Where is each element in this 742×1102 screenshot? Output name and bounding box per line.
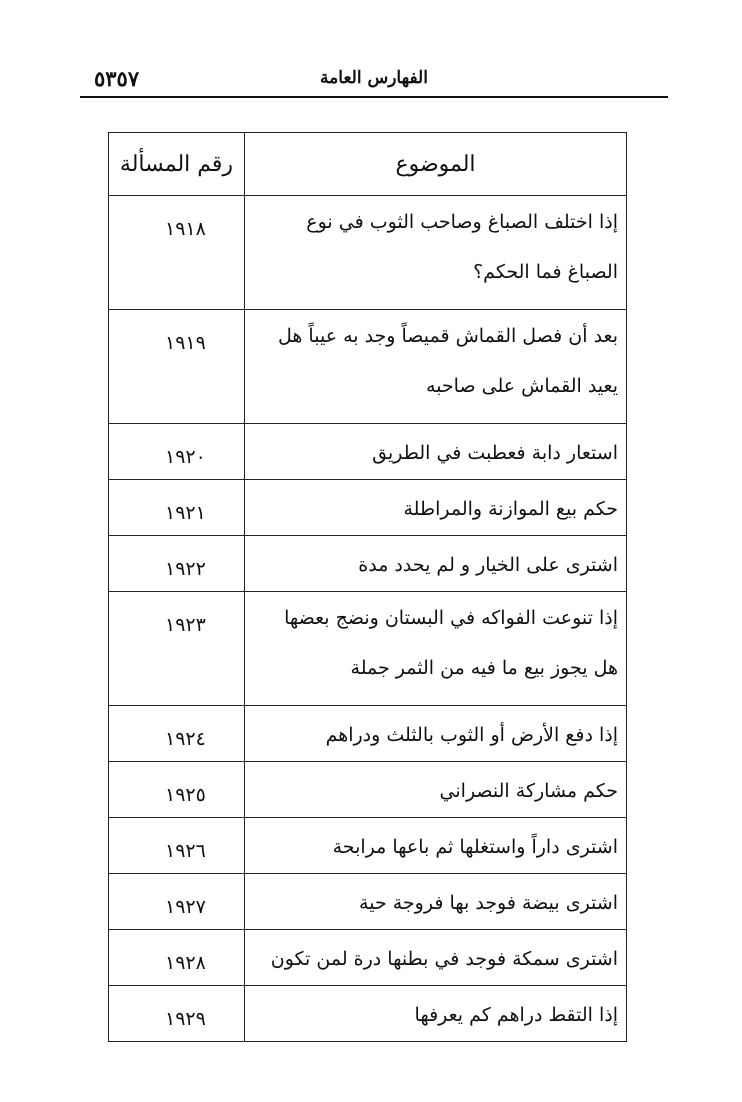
issue-number-column-header: رقم المسألة [109, 133, 245, 196]
subject-cell: استعار دابة فعطبت في الطريق [245, 424, 627, 480]
table-header-row [109, 133, 627, 196]
issue-number-cell [109, 196, 245, 310]
subject-cell: اشترى داراً واستغلها ثم باعها مرابحة [245, 818, 627, 874]
issue-number: ١٩٢٣ [165, 614, 206, 636]
running-header [80, 64, 668, 98]
issue-number-cell [109, 930, 245, 986]
table-row [109, 706, 627, 762]
subject-cell [245, 592, 627, 706]
issue-number-cell [109, 592, 245, 706]
subject-cell: اشترى على الخيار و لم يحدد مدة [245, 536, 627, 592]
header-title: الفهارس العامة [320, 68, 428, 88]
issue-number: ١٩١٩ [165, 332, 206, 354]
table-row [109, 762, 627, 818]
table-row [109, 480, 627, 536]
subject-cell: حكم مشاركة النصراني [245, 762, 627, 818]
table-row [109, 818, 627, 874]
issue-number: ١٩٢٤ [165, 728, 206, 750]
subject-cell: إذا التقط دراهم كم يعرفها [245, 986, 627, 1042]
table-row [109, 930, 627, 986]
issue-number: ١٩٢٦ [165, 840, 206, 862]
issue-number: ١٩١٨ [165, 218, 206, 240]
subject-cell: اشترى بيضة فوجد بها فروجة حية [245, 874, 627, 930]
table-row [109, 196, 627, 310]
issue-number: ١٩٢٢ [165, 558, 206, 580]
index-table [108, 132, 627, 1042]
subject-line: بعد أن فصل القماش قميصاً وجد به عيباً هل [277, 325, 618, 347]
issue-number-cell [109, 986, 245, 1042]
issue-number: ١٩٢٥ [165, 784, 206, 806]
subject-line: إذا اختلف الصباغ وصاحب الثوب في نوع [306, 211, 618, 233]
issue-number: ١٩٢٠ [165, 446, 206, 468]
table-row [109, 592, 627, 706]
subject-line: إذا تنوعت الفواكه في البستان ونضج بعضها [284, 607, 618, 629]
subject-cell [245, 196, 627, 310]
issue-number: ١٩٢٩ [165, 1008, 206, 1030]
issue-number: ١٩٢١ [165, 502, 206, 524]
table-row [109, 536, 627, 592]
table-row [109, 874, 627, 930]
table-row [109, 424, 627, 480]
issue-number-cell [109, 762, 245, 818]
issue-number: ١٩٢٧ [165, 896, 206, 918]
issue-number-cell [109, 818, 245, 874]
issue-number-cell [109, 536, 245, 592]
subject-cell: اشترى سمكة فوجد في بطنها درة لمن تكون [245, 930, 627, 986]
subject-cell: حكم بيع الموازنة والمراطلة [245, 480, 627, 536]
issue-number-cell [109, 706, 245, 762]
issue-number-cell [109, 310, 245, 424]
issue-number-cell [109, 480, 245, 536]
subject-cell [245, 310, 627, 424]
issue-number: ١٩٢٨ [165, 952, 206, 974]
subject-line: الصباغ فما الحكم؟ [473, 261, 618, 283]
subject-column-header: الموضوع [245, 133, 627, 196]
table-row [109, 986, 627, 1042]
table-row [109, 310, 627, 424]
subject-line: يعيد القماش على صاحبه [426, 375, 618, 397]
page-number: ٥٣٥٧ [94, 66, 140, 91]
issue-number-cell [109, 424, 245, 480]
subject-cell: إذا دفع الأرض أو الثوب بالثلث ودراهم [245, 706, 627, 762]
subject-line: هل يجوز بيع ما فيه من الثمر جملة [350, 657, 618, 679]
issue-number-cell [109, 874, 245, 930]
